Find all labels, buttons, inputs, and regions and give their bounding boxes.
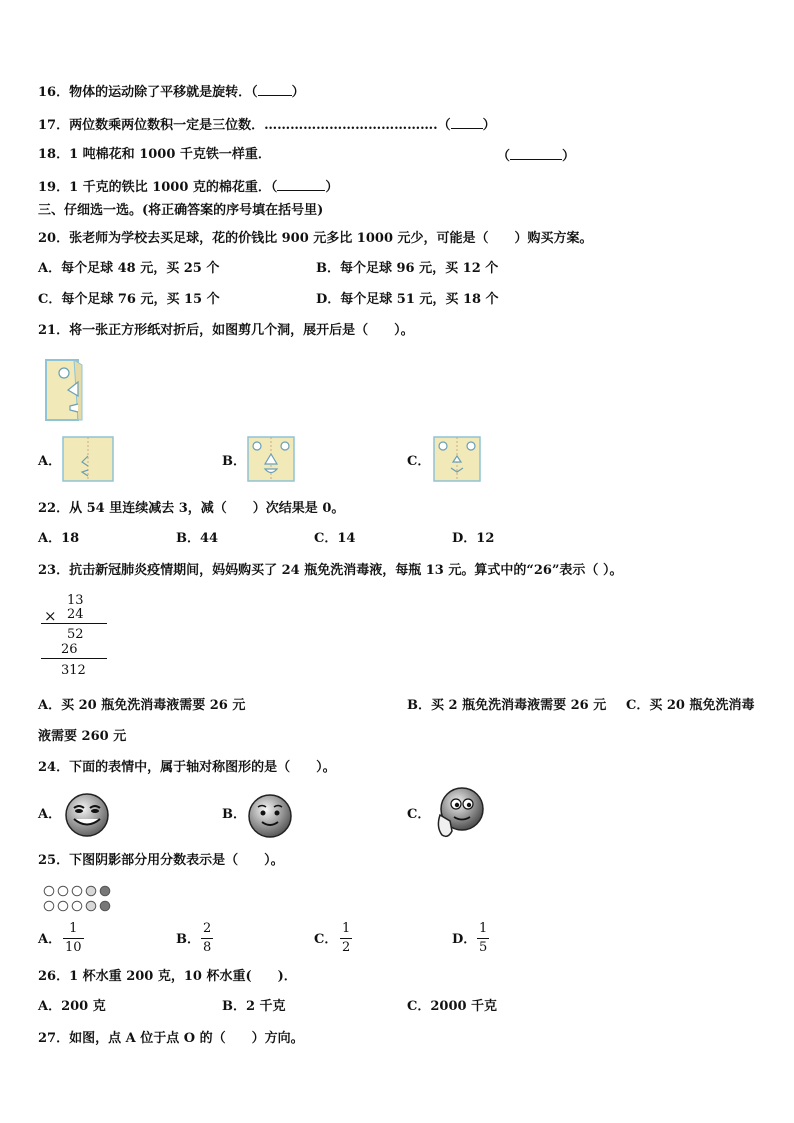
answer-blank[interactable] <box>277 178 325 191</box>
option-a[interactable]: A．18 <box>38 531 80 546</box>
circle <box>86 886 96 896</box>
option-c-continued: 液需要 260 元 <box>38 729 127 744</box>
option-b[interactable]: B．2 千克 <box>222 999 286 1014</box>
option-d[interactable]: D．每个足球 51 元，买 18 个 <box>316 292 499 307</box>
option-b[interactable]: B．每个足球 96 元，买 12 个 <box>316 261 499 276</box>
circles-figure <box>43 885 115 913</box>
option-a[interactable]: A．每个足球 48 元，买 25 个 <box>38 261 220 276</box>
calc-result: 312 <box>61 663 86 678</box>
calc-divider <box>41 623 107 624</box>
option-c[interactable]: C．每个足球 76 元，买 15 个 <box>38 292 220 307</box>
option-c[interactable]: C．买 20 瓶免洗消毒 <box>626 698 755 713</box>
calc-multiplier: 24 <box>67 607 84 622</box>
calc-partial-1: 52 <box>67 627 84 642</box>
option-b-unfolded-paper[interactable] <box>247 436 295 482</box>
question-19-text: 19．1 千克的铁比 1000 克的棉花重．（ <box>38 180 278 195</box>
question-25-text: 25．下图阴影部分用分数表示是（ ）。 <box>38 853 284 868</box>
option-a[interactable]: A．200 克 <box>38 999 106 1014</box>
option-b[interactable]: B．买 2 瓶免洗消毒液需要 26 元 <box>407 698 607 713</box>
question-23-text: 23．抗击新冠肺炎疫情期间，妈妈购买了 24 瓶免洗消毒液，每瓶 13 元。算式中的“26”表示（ ）。 <box>38 563 623 578</box>
option-c-label[interactable]: C． <box>407 454 431 469</box>
circle <box>86 901 96 911</box>
calc-divider <box>41 658 107 659</box>
question-16: 16．物体的运动除了平移就是旋转．（ ） <box>38 85 305 100</box>
question-16-text: 16．物体的运动除了平移就是旋转．（ <box>38 85 258 100</box>
option-b-label[interactable]: B． <box>222 454 246 469</box>
option-b-label[interactable]: B． <box>176 932 200 947</box>
calc-top: 13 <box>67 593 84 608</box>
option-c[interactable]: C．14 <box>314 531 356 546</box>
shaded-circle <box>100 886 110 896</box>
question-18-answer: （ ） <box>497 149 576 164</box>
section-3-heading: 三、仔细选一选。(将正确答案的序号填在括号里) <box>38 203 324 218</box>
question-19: 19．1 千克的铁比 1000 克的棉花重．（ ） <box>38 180 339 195</box>
question-24-text: 24．下面的表情中，属于轴对称图形的是（ ）。 <box>38 760 336 775</box>
option-b-label[interactable]: B． <box>222 807 246 822</box>
option-b-fraction[interactable]: 2 8 <box>203 921 212 955</box>
answer-blank[interactable] <box>510 147 562 160</box>
circle <box>58 886 68 896</box>
circle <box>72 901 82 911</box>
option-c-label[interactable]: C． <box>314 932 338 947</box>
option-c[interactable]: C．2000 千克 <box>407 999 498 1014</box>
question-18 <box>38 147 271 163</box>
option-d-fraction[interactable]: 1 5 <box>479 921 488 955</box>
question-20-text: 20．张老师为学校去买足球，花的价钱比 900 元多比 1000 元少，可能是（ ）购买方案。 <box>38 231 593 246</box>
question-18-text: 18．1 吨棉花和 1000 千克铁一样重． <box>38 147 271 162</box>
answer-blank[interactable] <box>258 83 292 96</box>
circle <box>44 901 54 911</box>
circle <box>72 886 82 896</box>
question-27-text: 27．如图，点 A 位于点 O 的（ ）方向。 <box>38 1031 304 1046</box>
option-a-label[interactable]: A． <box>38 932 62 947</box>
option-c-unfolded-paper[interactable] <box>433 436 481 482</box>
option-a-label[interactable]: A． <box>38 807 62 822</box>
multiply-sign: × <box>44 607 57 625</box>
question-17-text: 17．两位数乘两位数积一定是三位数．………………………………….（ <box>38 118 451 133</box>
option-a-unfolded-paper[interactable] <box>62 436 114 482</box>
option-b[interactable]: B．44 <box>176 531 219 546</box>
question-17: 17．两位数乘两位数积一定是三位数．………………………………….（ ） <box>38 118 496 133</box>
answer-blank[interactable] <box>451 116 483 129</box>
option-c-fraction[interactable]: 1 2 <box>342 921 351 955</box>
option-c-label[interactable]: C． <box>407 807 431 822</box>
shaded-circle <box>100 901 110 911</box>
option-a-fraction[interactable]: 1 10 <box>65 921 82 955</box>
question-26-text: 26．1 杯水重 200 克，10 杯水重( )． <box>38 969 297 984</box>
circle <box>44 886 54 896</box>
calc-partial-2: 26 <box>61 642 78 657</box>
option-a-label[interactable]: A． <box>38 454 62 469</box>
option-c-thinking-face[interactable] <box>434 787 486 839</box>
option-d-label[interactable]: D． <box>452 932 477 947</box>
option-a[interactable]: A．买 20 瓶免洗消毒液需要 26 元 <box>38 698 246 713</box>
option-b-smiley-face[interactable] <box>247 793 293 839</box>
question-22-text: 22．从 54 里连续减去 3，减（ ）次结果是 0。 <box>38 501 345 516</box>
option-d[interactable]: D．12 <box>452 531 495 546</box>
folded-paper-figure <box>44 356 84 422</box>
option-a-smiley-face[interactable] <box>64 792 110 838</box>
circle <box>58 901 68 911</box>
question-21-text: 21．将一张正方形纸对折后，如图剪几个洞，展开后是（ ）。 <box>38 323 414 338</box>
